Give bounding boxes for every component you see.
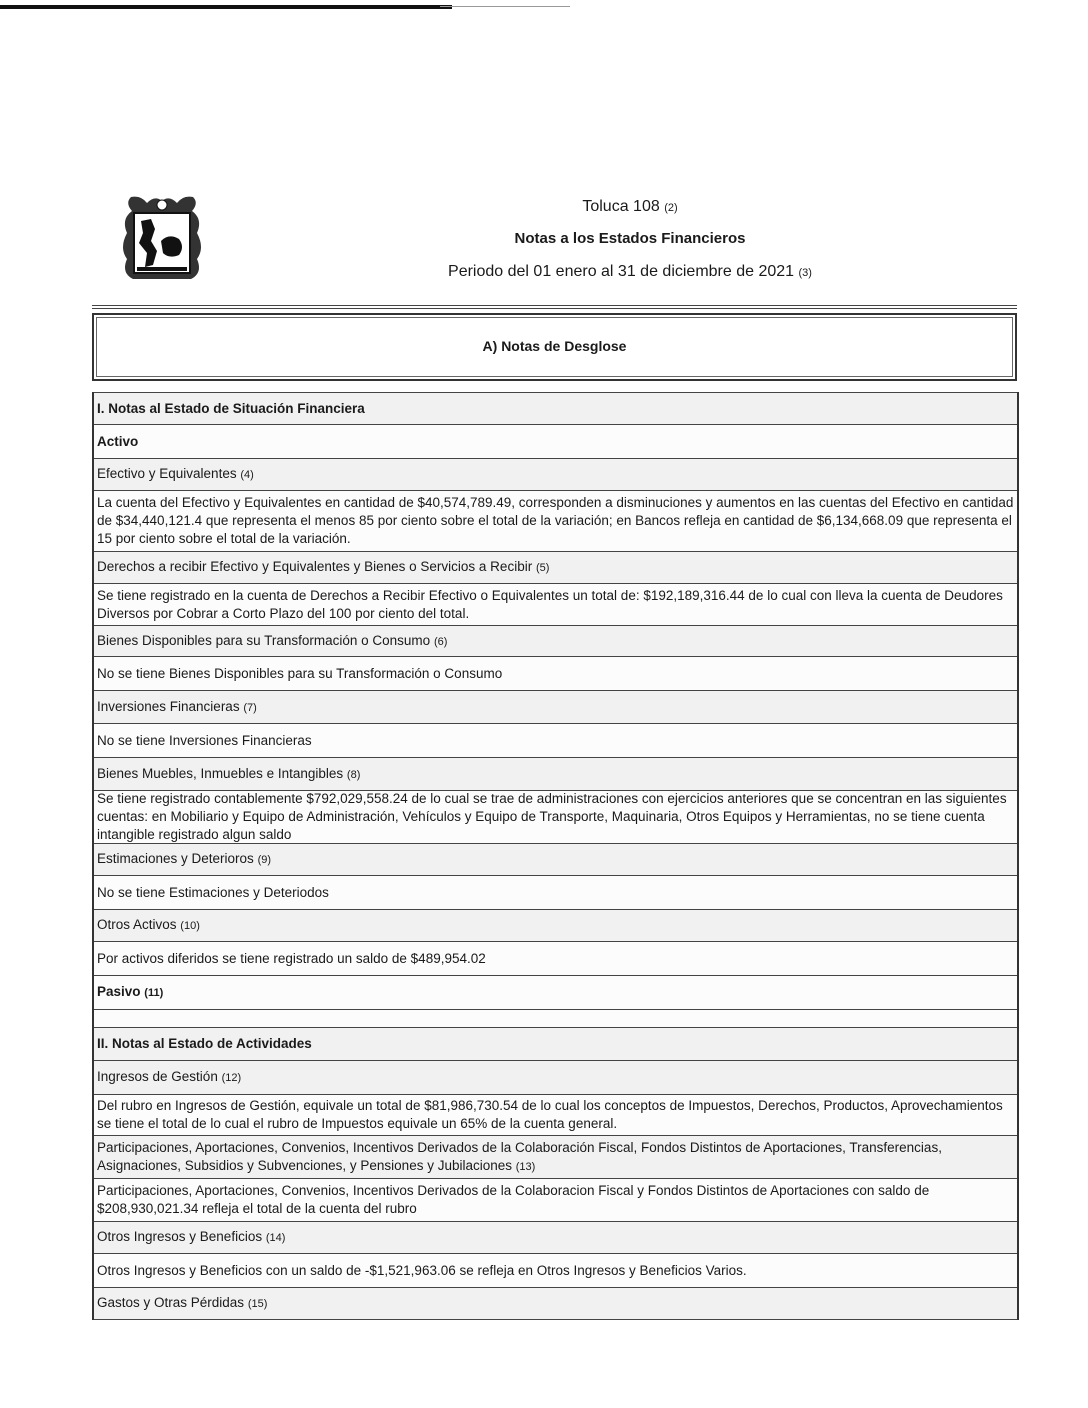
table-row xyxy=(94,1061,1017,1095)
document-title xyxy=(330,198,930,216)
table-row xyxy=(94,392,1017,425)
row-text: Derechos a recibir Efectivo y Equivalentes y Bienes o Servicios a Recibir xyxy=(97,559,533,574)
row-text: II. Notas al Estado de Actividades xyxy=(97,1036,312,1051)
table-row xyxy=(94,876,1017,910)
table-row xyxy=(94,425,1017,459)
title-ref: (2) xyxy=(664,202,678,214)
row-text: La cuenta del Efectivo y Equivalentes en cantidad de $40,574,789.49, corresponden a disminuciones y aumentos en las cuentas del Efectivo en cantidad de $34,440,121.4 que representa el menos 85 por ciento sobre el total de la variación; en Bancos refleja en cantidad de $6,134,668.09 que representa el 15 por ciento sobre el total de la variación. xyxy=(97,495,1014,546)
document-subtitle: Notas a los Estados Financieros xyxy=(514,230,746,247)
table-row xyxy=(94,1028,1017,1061)
row-text: Activo xyxy=(97,433,139,449)
row-ref: (15) xyxy=(247,1298,268,1310)
table-row xyxy=(94,584,1017,626)
table-row xyxy=(94,552,1017,584)
row-ref: (14) xyxy=(265,1232,286,1244)
row-ref: (9) xyxy=(257,854,272,866)
row-text: Ingresos de Gestión xyxy=(97,1069,218,1084)
table-row xyxy=(94,976,1017,1010)
table-row xyxy=(94,791,1017,844)
table-row xyxy=(94,1254,1017,1288)
row-text: Participaciones, Aportaciones, Convenios, Incentivos Derivados de la Colaboracion Fiscal y Fondos Distintos de Aportaciones con saldo de $208,930,021.34 refleja el total de la cuenta del rubro xyxy=(97,1183,930,1216)
row-ref: (10) xyxy=(180,920,200,932)
table-row xyxy=(94,691,1017,724)
row-text: Gastos y Otras Pérdidas xyxy=(97,1295,245,1310)
row-text: No se tiene Estimaciones y Deteriodos xyxy=(97,884,329,900)
row-text: Pasivo xyxy=(97,984,141,999)
row-text: No se tiene Inversiones Financieras xyxy=(97,732,312,748)
row-text: No se tiene Bienes Disponibles para su Transformación o Consumo xyxy=(97,665,503,681)
table-row xyxy=(94,459,1017,491)
section-a-box xyxy=(92,313,1017,381)
table-row xyxy=(94,626,1017,657)
table-row xyxy=(94,758,1017,791)
row-text: Bienes Muebles, Inmuebles e Intangibles xyxy=(97,765,344,781)
table-row xyxy=(94,491,1017,552)
table-row xyxy=(94,1095,1017,1136)
table-row xyxy=(94,942,1017,976)
table-row xyxy=(94,1179,1017,1222)
notes-table xyxy=(92,392,1019,1320)
municipal-seal-icon xyxy=(117,193,207,286)
row-text: Efectivo y Equivalentes xyxy=(97,466,237,481)
row-text: Estimaciones y Deterioros xyxy=(97,851,254,866)
row-text: Se tiene registrado contablemente $792,029,558.24 de lo cual se trae de administraciones con ejercicios anteriores que se concentran en las siguientes cuentas: en Mobiliario y Equipo de Administración, Vehículos y Equipo de Transporte, Maquinaria, Otros Equipos y Herramientas, no se tiene cuenta intangible registrado algun saldo xyxy=(97,791,1007,842)
row-text: Inversiones Financieras xyxy=(97,698,240,714)
row-ref: (13) xyxy=(515,1160,536,1173)
row-ref: (5) xyxy=(535,562,550,574)
table-row xyxy=(94,1222,1017,1254)
row-text: Se tiene registrado en la cuenta de Derechos a Recibir Efectivo o Equivalentes un total de: $192,189,316.44 de lo cual con lleva la cuenta de Deudores Diversos por Cobrar a Corto Plazo del 100 por ciento del total. xyxy=(97,587,1003,621)
row-text: Bienes Disponibles para su Transformación o Consumo xyxy=(97,632,431,648)
row-text: Por activos diferidos se tiene registrado un saldo de $489,954.02 xyxy=(97,950,486,966)
table-row xyxy=(94,1010,1017,1028)
section-a-title: A) Notas de Desglose xyxy=(482,338,627,354)
table-row xyxy=(94,844,1017,876)
period-text: Periodo del 01 enero al 31 de diciembre de 2021 xyxy=(448,263,795,280)
row-ref: (7) xyxy=(243,701,257,714)
row-text: Otros Ingresos y Beneficios xyxy=(97,1229,263,1244)
top-edge-bar xyxy=(0,5,452,9)
header-divider xyxy=(92,305,1017,306)
row-text: Otros Activos xyxy=(97,917,177,932)
row-ref: (11) xyxy=(144,987,164,999)
row-text: I. Notas al Estado de Situación Financiera xyxy=(97,400,365,416)
row-text: Otros Ingresos y Beneficios con un saldo de -$1,521,963.06 se refleja en Otros Ingresos y Beneficios Varios. xyxy=(97,1262,747,1278)
document-period xyxy=(330,263,930,281)
row-ref: (4) xyxy=(240,469,254,481)
row-text: Participaciones, Aportaciones, Convenios, Incentivos Derivados de la Colaboración Fiscal, Fondos Distintos de Aportaciones, Transferencias, Asignaciones, Subsidios y Subvenciones, y Pensiones y Jubilaciones xyxy=(97,1139,942,1173)
title-text: Toluca 108 xyxy=(582,198,660,215)
table-row xyxy=(94,724,1017,758)
row-text: Del rubro en Ingresos de Gestión, equivale un total de $81,986,730.54 de lo cual los conceptos de Impuestos, Derechos, Productos, Aprovechamientos se tiene el total de lo cual el rubro de Impuestos equivale un 65% de la cuenta general. xyxy=(97,1098,1003,1131)
header-divider-double xyxy=(92,308,1017,309)
table-row xyxy=(94,1136,1017,1179)
period-ref: (3) xyxy=(798,267,812,279)
row-ref: (8) xyxy=(346,768,361,781)
table-row xyxy=(94,910,1017,942)
row-ref: (12) xyxy=(221,1072,242,1084)
row-ref: (6) xyxy=(433,635,448,648)
top-edge-line xyxy=(440,6,570,7)
table-row xyxy=(94,1288,1017,1320)
table-row xyxy=(94,657,1017,691)
